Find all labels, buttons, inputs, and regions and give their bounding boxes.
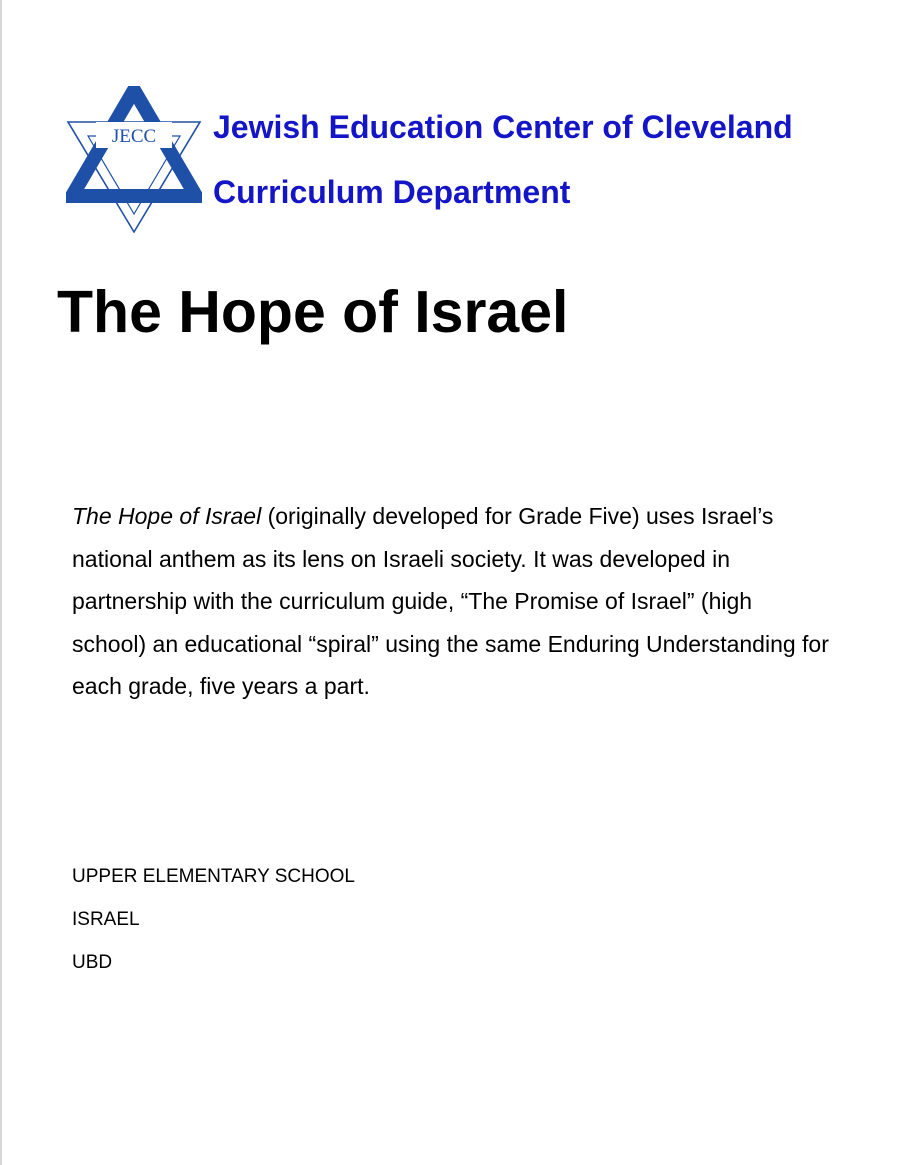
tag-subject: ISRAEL [72, 909, 140, 930]
document-summary [72, 495, 832, 708]
document-title: The Hope of Israel [57, 279, 569, 345]
tag-list [72, 855, 355, 984]
tag-grade-level: UPPER ELEMENTARY SCHOOL [72, 866, 355, 887]
jecc-logo [66, 86, 202, 236]
org-name: Jewish Education Center of Cleveland [213, 109, 793, 145]
summary-title-reference: The Hope of Israel [72, 503, 262, 529]
summary-text: (originally developed for Grade Five) uses Israel’s national anthem as its lens on Israeli society. It was developed in partnership with the curriculum guide, “The Promise of Israel” (high school) an educational “spiral” using the same Enduring Understanding for each grade, five years a part. [72, 503, 829, 699]
star-of-david-icon [68, 90, 200, 232]
page-edge [0, 0, 2, 1165]
department-name: Curriculum Department [213, 174, 571, 210]
logo-text: JECC [111, 126, 157, 147]
tag-framework: UBD [72, 952, 113, 973]
